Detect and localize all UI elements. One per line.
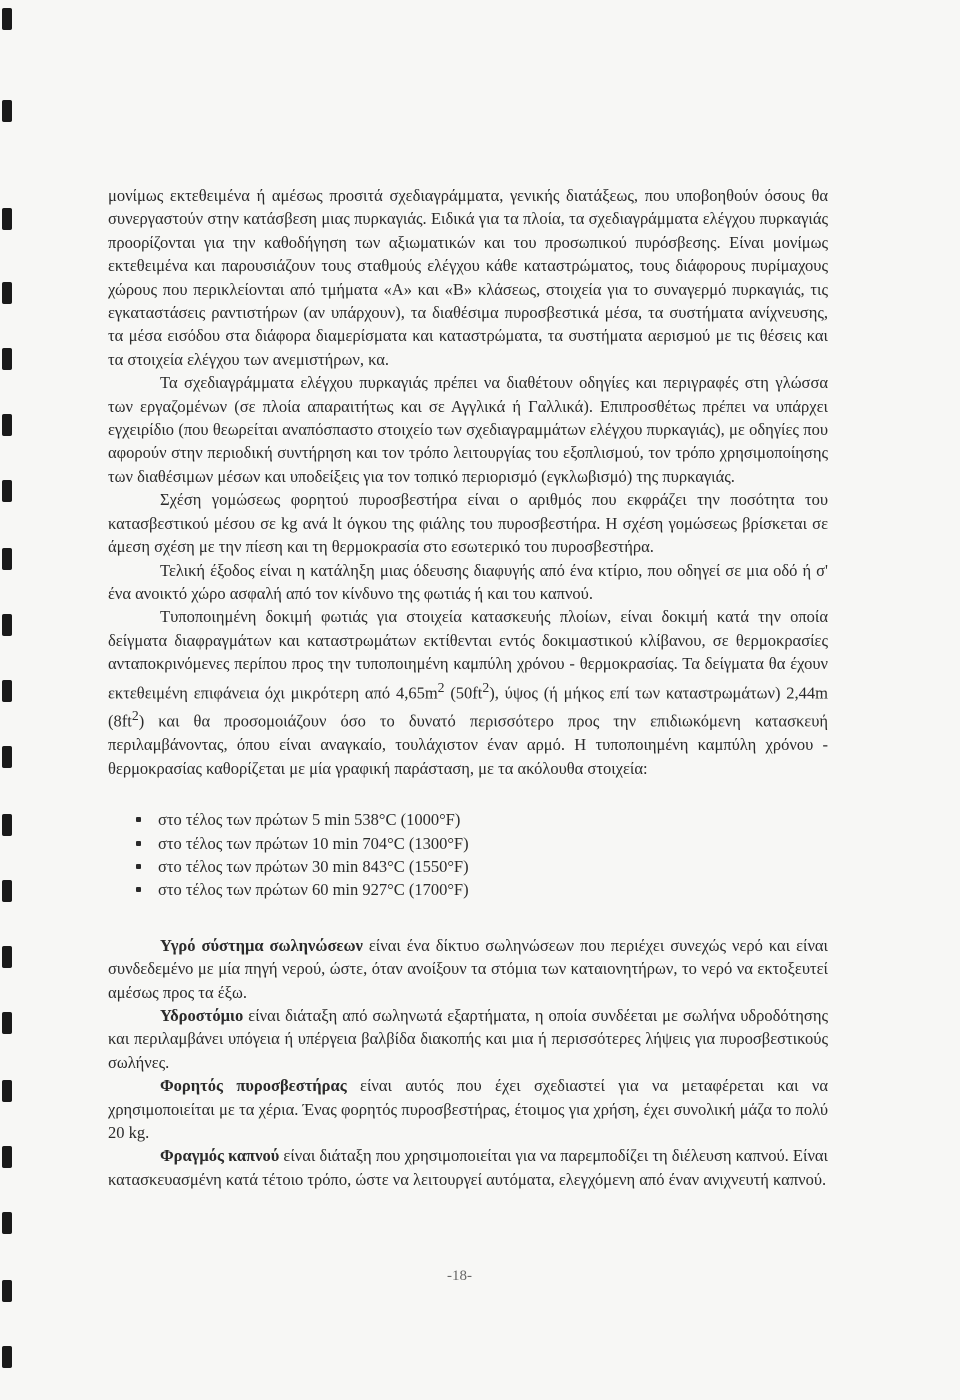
binding-hole [2,946,12,968]
list-item: στο τέλος των πρώτων 60 min 927°C (1700°F) [136,878,828,901]
definition-term: Φορητός πυροσβεστήρας [160,1076,347,1096]
binding-hole [2,1146,12,1168]
page-number: -18- [447,1268,472,1284]
paragraph-charge-ratio: Σχέση γομώσεως φορητού πυροσβεστήρα είναι ο αριθμός που εκφράζει την ποσότητα του κατασβεστικού μέσου σε kg ανά lt όγκου της φιάλης του πυροσβεστήρα. Η σχέση γομώσεως βρίσκεται σε άμεση σχέση με την πίεση και τη θερμοκρασία στο εσωτερικό του πυροσβεστήρα. [108,490,828,557]
binding-hole [2,548,12,570]
list-item: στο τέλος των πρώτων 30 min 843°C (1550°F) [136,855,828,878]
binding-hole [2,282,12,304]
paragraph-final-exit: Τελική έξοδος είναι η κατάληξη μιας όδευσης διαφυγής από ένα κτίριο, που οδηγεί σε μια οδό ή σ' ένα ανοικτό χώρο ασφαλή από τον κίνδυνο της φωτιάς ή και του καπνού. [108,560,828,603]
paragraph-standard-fire-test: Τυποποιημένη δοκιμή φωτιάς για στοιχεία κατασκευής πλοίων, είναι δοκιμή κατά την οποία δείγματα διαφραγμάτων και καταστρωμάτων εκτίθενται εντός δοκιμαστικού κλίβανου, σε θερμοκρασίες ανταποκρινόμενες περίπου προς την τυποποιημένη καμπύλη χρόνου - θερμοκρασίας. Τα δείγματα θα έχουν εκτεθειμένη επιφάνεια όχι μικρότερη από $4,65m^2$ $(50ft^2)$, ύψος (ή μήκος επί των καταστρωμάτων) 2,44m $(8ft^2)$ και θα προσομοιάζουν όσο το δυνατό περισσότερο προς την επιδιωκόμενη κατασκευή περιλαμβάνοντας, όπου είναι αναγκαίο, τουλάχιστον έναν αρμό. Η τυποποιημένη καμπύλη χρόνου - θερμοκρασίας καθορίζεται με μία γραφική παράσταση, με τα ακόλουθα στοιχεία: [108,607,828,778]
binding-hole [2,614,12,636]
binding-hole [2,1080,12,1102]
definition-smoke-barrier: Φραγμός καπνού είναι διάταξη που χρησιμοποιείται για να παρεμποδίζει τη διέλευση καπνού. Είναι κατασκευασμένη κατά τέτοιο τρόπο, ώστε να λειτουργεί αυτόματα, ελεγχόμενη από έναν ανιχνευτή καπνού. [108,1146,828,1189]
page-content [108,184,828,1191]
definition-wet-pipe-system: Υγρό σύστημα σωληνώσεων είναι ένα δίκτυο σωληνώσεων που περιέχει συνεχώς νερό και είναι συνδεδεμένο με μία πηγή νερού, ώστε, όταν ανοίξουν τα στόμια των καταιονητήρων, το νερό να εκτοξευτεί αμέσως προς τα έξω. [108,935,828,1002]
binding-hole [2,814,12,836]
paragraph-fire-plans-language: Τα σχεδιαγράμματα ελέγχου πυρκαγιάς πρέπει να διαθέτουν οδηγίες και περιγραφές στη γλώσσα των εργαζομένων (σε πλοία απαραιτήτως και σε Αγγλικά ή Γαλλικά). Επιπροσθέτως πρέπει να υπάρχει εγχειρίδιο (που θεωρείται αναπόσπαστο στοιχείο των σχεδιαγραμμάτων ελέγχου πυρκαγιάς), με οδηγίες που αφορούν στην περιοδική συντήρηση και τον τρόπο λειτουργίας του εξοπλισμού, τον τρόπο χρησιμοποίησης των διαθέσιμων μέσων και υποδείξεις για τον τοπικό περιορισμό (εγκλωβισμό) της πυρκαγιάς. [108,373,828,486]
list-item: στο τέλος των πρώτων 10 min 704°C (1300°F) [136,832,828,855]
definition-term: Υγρό σύστημα σωληνώσεων [160,935,363,955]
binding-hole [2,1012,12,1034]
binding-hole [2,1212,12,1234]
binding-hole [2,746,12,768]
binding-hole [2,680,12,702]
binding-hole [2,348,12,370]
time-temperature-list [136,808,828,902]
definition-portable-extinguisher: Φορητός πυροσβεστήρας είναι αυτός που έχει σχεδιαστεί για να μεταφέρεται και να χρησιμοποιείται με τα χέρια. Ένας φορητός πυροσβεστήρας, έτοιμος για χρήση, έχει συνολική μάζα το πολύ 20 kg. [108,1076,828,1143]
binding-hole [2,414,12,436]
binding-hole [2,1280,12,1302]
binding-hole [2,480,12,502]
binding-holes [0,0,18,1400]
definition-hydrant: Υδροστόμιο είναι διάταξη από σωληνωτά εξαρτήματα, η οποία συνδέεται με σωλήνα υδροδότησης και περιλαμβάνει υπόγεια ή υπέργεια βαλβίδα διακοπής και μια ή περισσότερες λήψεις για πυροσβεστικούς σωλήνες. [108,1006,828,1072]
definitions [108,934,828,1191]
binding-hole [2,1346,12,1368]
definition-term: Φραγμός καπνού [160,1146,280,1166]
binding-hole [2,100,12,122]
definition-term: Υδροστόμιο [160,1006,244,1025]
binding-hole [2,880,12,902]
binding-hole [2,208,12,230]
binding-hole [2,8,12,30]
list-item: στο τέλος των πρώτων 5 min 538°C (1000°F) [136,808,828,831]
paragraph-fire-plans-continued: μονίμως εκτεθειμένα ή αμέσως προσιτά σχεδιαγράμματα, γενικής διατάξεως, που υποβοηθούν όσους θα συνεργαστούν στην κατάσβεση μιας πυρκαγιάς. Ειδικά για τα πλοία, τα σχεδιαγράμματα ελέγχου πυρκαγιάς προορίζονται για την καθοδήγηση των αξιωματικών και του προσωπικού πυρόσβεσης. Είναι μονίμως εκτεθειμένα και παρουσιάζουν τους σταθμούς ελέγχου κάθε καταστρώματος, τους διάφορους πυρίμαχους χώρους που περικλείονται από τμήματα «Α» και «Β» κλάσεως, στοιχεία για το συναγερμό πυρκαγιάς, τις εγκαταστάσεις ραντιστήρων (αν υπάρχουν), τα διαθέσιμα πυροσβεστικά μέσα, τα συστήματα ανίχνευσης, τα μέσα εισόδου στα διάφορα διαμερίσματα και καταστρώματα, τα συστήματα αερισμού με τις θέσεις και τα στοιχεία ελέγχου των ανεμιστήρων, κα. [108,186,828,369]
